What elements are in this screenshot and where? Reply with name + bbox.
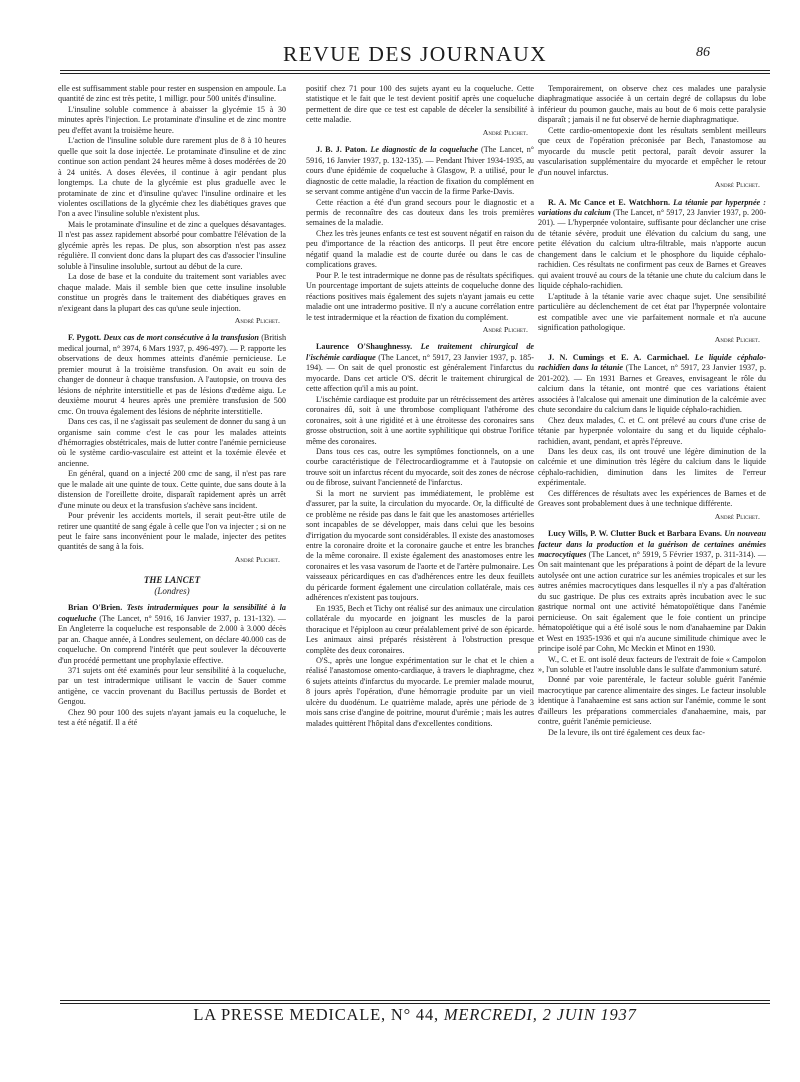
footer-rule: [60, 1003, 770, 1004]
article-abstract: [538, 529, 766, 654]
footer-journal: LA PRESSE MEDICALE, N° 44,: [193, 1005, 439, 1024]
article-author: Lucy Wills, P. W. Clutter Buck et Barbara Evans.: [548, 529, 722, 539]
header-rule: [60, 70, 770, 71]
article-text: (The Lancet, n° 5916, 16 Janvier 1937, p. 132-135). — Pendant l'hiver 1934-1935, au cours d'une épidémie de coqueluche à Glasgow, P. a utilisé, pour le diagnostic de cette maladie, la réaction de fixation du complément en se servant comme antigène d'un vaccin de la firme Parke-Davis.: [306, 145, 534, 197]
paragraph: W., C. et E. ont isolé deux facteurs de l'extrait de foie « Campolon », l'un soluble et l'autre insoluble dans le sulfate d'ammonium saturé.: [538, 654, 766, 675]
paragraph: L'ischémie cardiaque est produite par un rétrécissement des artères coronaires dû, soit à une thrombose compliquant l'athérome des coronaires, soit à une rigidité et à une étroitesse des coronaires sans grosse obstruction, soit à une aortite syphilitique qui obstrue l'orifice même des coronaires.: [306, 394, 534, 446]
article-text: (British medical journal, n° 3974, 6 Mars 1937, p. 496-497). — P. rapporte les observations de deux hommes atteints d'anémie pernicieuse. Le premier mourut à la troisième transfusion. On avait eu soin de changer de donneur à chaque transfusion. A l'autopsie, on trouva des lésions de néphrite interstitielle et pas de lésions d'œdème aigu. Le deuxième mourut 4 heures après une première transfusion de 500 cmc. On trouva également des lésions de néphrite interstitielle.: [58, 333, 286, 416]
paragraph: En 1935, Bech et Tichy ont réalisé sur des animaux une circulation collatérale du myocarde en joignant les muscles de la paroi thoracique et l'épiploon au cœur préalablement privé de son épicarde. Les animaux ainsi préparés résistèrent à l'obstruction presque complète des deux coronaires.: [306, 603, 534, 655]
signature: André Plichet.: [714, 180, 760, 190]
article-author: J. N. Cumings et E. A. Carmichael.: [548, 352, 690, 362]
article-author: Brian O'Brien.: [68, 603, 123, 613]
journal-city: (Londres): [154, 585, 190, 596]
article-text: (The Lancet, n° 5916, 16 Janvier 1937, p. 131-132). — En Angleterre la coqueluche est responsable de 2.000 à 3.000 décès par an. Chaque année, à Londres seulement, on déclare 40.000 cas de coqueluche. On comprend l'intérêt que peut soulever la découverte d'un procédé permettant une prophylaxie effective.: [58, 613, 286, 665]
page-footer: [60, 1005, 770, 1025]
article-author: Laurence O'Shaughnessy.: [316, 342, 413, 352]
article-title: Le diagnostic de la coqueluche: [370, 145, 478, 155]
paragraph: Chez 90 pour 100 des sujets n'ayant jamais eu la coqueluche, le test a été négatif. Il a été: [58, 707, 286, 728]
journal-heading: THE LANCET: [143, 575, 201, 586]
paragraph: O'S., après une longue expérimentation sur le chat et le chien a réalisé l'anastomose omento-cardiaque, à travers le diaphragme, chez 6 sujets atteints d'infarctus du myocarde. Le premier malade mourut, 8 jours après l'opération, d'une hémorragie produite par un vieil ulcère du duodénum. Le quatrième malade, après une période de 3 mois sans crise d'angine de poitrine, mourut d'urémie ; mais les autres malades quittèrent l'hôpital dans d'excellentes conditions.: [306, 656, 534, 728]
signature: André Plichet.: [714, 511, 760, 521]
paragraph: Si la mort ne survient pas immédiatement, le problème est d'assurer, par la suite, la circulation du myocarde. Or, la difficulté de ce problème ne réside pas dans le fait que les anastomoses artérielles sont incapables de se développer, mais dans celui que les besoins d'irrigation du myocarde sont considérables. Il existe des anastomoses entre la coronaire droite et la coronaire gauche et entre les branches de la même coronaire. Il existe également des anastomoses entre les coronaires et les vasa vasorum de l'aorte et de l'artère pulmonaire. Les vaisseaux péricardiques en cas d'adhérences entre les deux feuillets du péricarde forment également une circulation collatérale, mais ces adhérences n'existent pas toujours.: [306, 488, 534, 603]
article-abstract: [58, 333, 286, 417]
column-3: [538, 84, 766, 994]
signature: André Plichet.: [234, 554, 280, 564]
footer-date: MERCREDI, 2 JUIN 1937: [443, 1005, 637, 1024]
column-1: [58, 84, 286, 994]
article-title: La tétanie par hyperpnée : variations du calcium: [538, 197, 766, 217]
paragraph: elle est suffisamment stable pour rester en suspension en ampoule. La quantité de zinc est très petite, 1 milligr. pour 500 unités d'insuline.: [58, 84, 286, 104]
article-text: (The Lancet, n° 5917, 23 Janvier 1937, p. 185-194). — On sait de quel pronostic est généralement l'infarctus du myocarde. Dans cet article O'S. décrit le traitement chirurgical de cette affection qu'il a mis au point.: [306, 352, 534, 394]
article-author: F. Pygott.: [68, 333, 102, 343]
article-abstract: [58, 603, 286, 666]
article-abstract: [306, 342, 534, 394]
paragraph: Dans ces cas, il ne s'agissait pas seulement de donner du sang à un organisme sain comme c'est le cas pour les malades atteints d'hémorragies obstétricales, mais de lutter contre l'anémie pernicieuse où le système cardio-vasculaire est atteint et la toxémie élevée et ancienne.: [58, 417, 286, 468]
article-title: Un nouveau facteur dans la production et la guérison de certaines anémies macrocytiques: [538, 529, 766, 560]
article-title: Deux cas de mort consécutive à la transfusion: [103, 333, 259, 343]
article-title: Le liquide céphalo-rachidien dans la tétanie: [538, 352, 766, 373]
article-author: J. B. J. Paton.: [316, 145, 368, 155]
paragraph: En général, quand on a injecté 200 cmc de sang, il n'est pas rare que le malade ait une quinte de toux. Cette quinte, due sans doute à la distension de l'oreillette droite, disparaît rapidement après un arrêt d'une minute ou deux et la transfusion s'achève sans incident.: [58, 469, 286, 510]
paragraph: positif chez 71 pour 100 des sujets ayant eu la coqueluche. Cette statistique et le fait que le test devient positif après une coqueluche permettent de dire que ce test est capable de déceler la sensibilité à cette maladie.: [306, 84, 534, 125]
paragraph: La dose de base et la conduite du traitement sont variables avec chaque malade. Mais il semble bien que cette insuline insoluble constitue un progrès dans le traitement des diabétiques graves en n'exigeant dans la plupart des cas qu'une seule injection.: [58, 272, 286, 313]
article-text: (The Lancet, n° 5917, 23 Janvier 1937, p. 201-202). — En 1931 Barnes et Greaves, envisageant le rôle du calcium dans la tétanie, ont montré que ces variations étaient associées à l'alcalose qui amenait une diminution de la calcémie avec chute secondaire du calcium dans le liquide céphalo-rachidien.: [538, 363, 766, 415]
footer-rule: [60, 1000, 770, 1001]
article-abstract: [538, 353, 766, 416]
article-title: Tests intradermiques pour la sensibilité à la coqueluche: [58, 603, 286, 623]
paragraph: Pour prévenir les accidents mortels, il serait peut-être utile de retirer une quantité de sang égale à celle que l'on va injecter ; si on ne peut le faire sans inconvénient pour le malade, injecter des petites quantités de sang à la fois.: [58, 511, 286, 552]
article-abstract: [538, 198, 766, 292]
paragraph: Ces différences de résultats avec les expériences de Barnes et de Greaves sont probablement dues à une technique différente.: [538, 488, 766, 509]
signature: André Plichet.: [482, 324, 528, 334]
paragraph: Pour P. le test intradermique ne donne pas de résultats spécifiques. Un pourcentage important de sujets atteints de coqueluche donne des réactions positives mais également des sujets n'ayant jamais eu cette maladie ont une intradermo positive. Il n'y a aucune corrélation entre le test intradermique et la réaction de fixation du complément.: [306, 270, 534, 322]
header-rule: [60, 73, 770, 74]
paragraph: Temporairement, on observe chez ces malades une paralysie diaphragmatique associée à un certain degré de collapsus du lobe inférieur du poumon gauche, mais au bout de 6 mois cette paralysie disparaît ; jamais il ne fut observé de hernie diaphragmatique.: [538, 84, 766, 125]
article-title: Le traitement chirurgical de l'ischémie cardiaque: [306, 342, 534, 362]
page-number: 86: [696, 45, 710, 60]
paragraph: L'aptitude à la tétanie varie avec chaque sujet. Une sensibilité particulière au déclenchement de cet état par l'hyperpnée volontaire est compatible avec une vie parfaitement normale et n'a aucune signification pathologique.: [538, 291, 766, 332]
page-header: [60, 42, 770, 72]
paragraph: Cette cardio-omentopexie dont les résultats semblent meilleurs que ceux de l'opération préconisée par Bech, l'anastomose au myocarde du muscle petit pectoral, paraît devoir assurer la vascularisation supplémentaire du myocarde et empêcher le retour d'un nouvel infarctus.: [538, 125, 766, 177]
paragraph: Cette réaction a été d'un grand secours pour le diagnostic et a permis de reconnaître des cas douteux dans les trois premières semaines de la maladie.: [306, 197, 534, 228]
paragraph: De la levure, ils ont tiré également ces deux fac-: [548, 727, 706, 737]
signature: André Plichet.: [234, 315, 280, 325]
paragraph: Mais le protaminate d'insuline et de zinc a quelques désavantages. Il n'est pas assez rapidement absorbé pour combattre l'élévation de la glycémie après les repas. De plus, son absorption n'est pas assez régulière. Il convient donc dans la plupart des cas d'associer l'insuline soluble à l'insuline insoluble, surtout au début de la cure.: [58, 219, 286, 271]
paragraph: Dans les deux cas, ils ont trouvé une légère diminution de la calcémie et une diminution très légère du calcium dans le liquide céphalo-rachidien, diminution dans les limites de l'erreur expérimentale.: [538, 446, 766, 488]
paragraph: Donné par voie parentérale, le facteur soluble guérit l'anémie macrocytique par carence alimentaire des singes. Le facteur insoluble identique à l'anahaemine est sans action sur l'anémie, comme le sont d'ailleurs les préparations commerciales d'anahaemine, mais, par contre, guérit l'anémie pernicieuse.: [538, 675, 766, 727]
paragraph: Dans tous ces cas, outre les symptômes fonctionnels, on a une courbe caractéristique de l'électrocardiogramme et à l'autopsie on trouve soit un infarctus récent du myocarde, soit des zones de nécrose ou de fibrose, suivant l'ancienneté de l'infarctus.: [306, 446, 534, 488]
paragraph: L'insuline soluble commence à abaisser la glycémie 15 à 30 minutes après l'injection. Le protaminate d'insuline et de zinc montre peu d'effet avant la troisième heure.: [58, 104, 286, 135]
paragraph: L'action de l'insuline soluble dure rarement plus de 8 à 10 heures quelle que soit la dose injectée. Le protaminate d'insuline et de zinc continue son action pendant 24 heures même à doses modérées de 20 à 24 unités. A doses élevées, il continue à agir pendant plus longtemps. La chute de la glycémie est plus graduelle avec le protaminate de zinc et d'insuline qu'avec l'insuline ordinaire et les violentes oscillations de la glycémie chez les diabétiques graves que l'on a avec l'insuline soluble n'existent plus.: [58, 136, 286, 219]
section-title: REVUE DES JOURNAUX: [282, 42, 548, 66]
paragraph: Chez les très jeunes enfants ce test est souvent négatif en raison du peu d'importance de la réaction des anticorps. Il peut être encore négatif quand la maladie est de courte durée ou dans le cas de complications graves.: [306, 228, 534, 270]
article-text: (The Lancet, n° 5917, 23 Janvier 1937, p. 200-201). — L'hyperpnée volontaire, suffisante pour déclancher une crise de tétanie sévère, produit une élévation du calcium du sang, une petite élévation du calcium ultra-filtrable, mais n'apporte aucun changement dans le calcium et le phosphore du liquide céphalo-rachidien. Ces résultats ne confirment pas ceux de Barnes et Greaves qui avaient trouvé au cours de la tétanie une chute du calcium dans le liquide céphalo-rachidien.: [538, 207, 766, 291]
paragraph: Chez deux malades, C. et C. ont prélevé au cours d'une crise de tétanie par hyperpnée volontaire du sang et du liquide céphalo-rachidien, avant, pendant, et après l'épreuve.: [538, 415, 766, 446]
paragraph: 371 sujets ont été examinés pour leur sensibilité à la coqueluche, par un test intradermique utilisant le vaccin de Sauer comme antigène, ce vaccin provenant du Bacillus pertussis de Bordet et Gengou.: [58, 666, 286, 707]
article-text: (The Lancet, n° 5919, 5 Février 1937, p. 311-314). — On sait maintenant que les préparations à point de départ de la levure autolysée ont une action curatrice sur les anémies tropicales et sur les autres anémies macrocytiques dans lesquelles il n'y a pas d'altération du suc gastrique. De plus ces extraits après incubation avec le suc gastrique normal ont une activité hématopoïétique dans l'anémie pernicieuse. On sait également que le foie contient un principe hématopoïétique qui a été isolé sous le nom d'anahaemine par Dakin et West en 1935-1936 et qui n'a aucune similitude chimique avec le principe isolé par Cohn, Mc Meckin et Minot en 1930.: [538, 550, 766, 654]
signature: André Plichet.: [714, 335, 760, 345]
column-2: [306, 84, 534, 994]
signature: André Plichet.: [482, 127, 528, 137]
article-author: R. A. Mc Cance et E. Watchhorn.: [548, 197, 670, 207]
article-abstract: [306, 145, 534, 197]
